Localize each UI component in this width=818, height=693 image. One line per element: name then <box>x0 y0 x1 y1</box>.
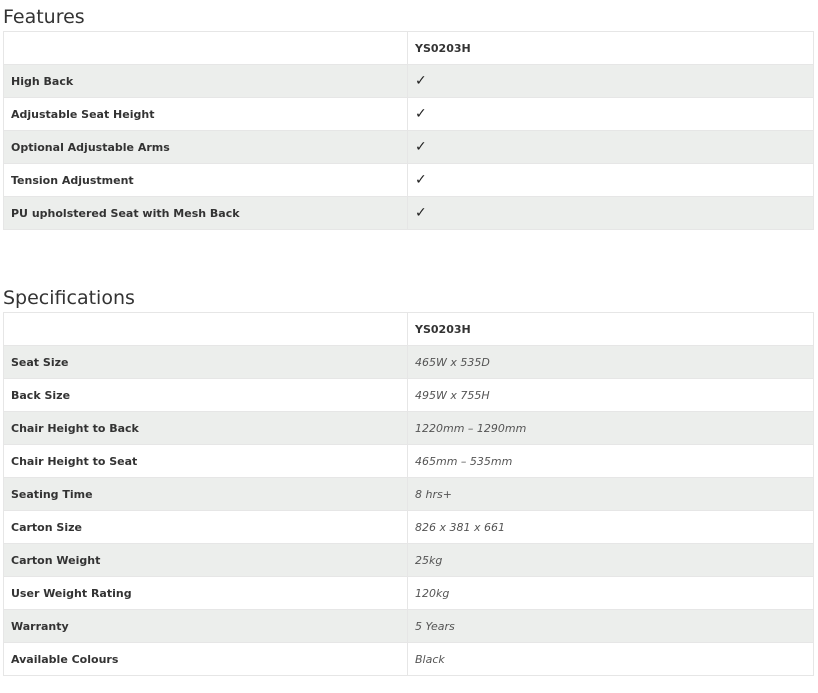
spec-value: 8 hrs+ <box>408 478 814 511</box>
table-row <box>4 478 814 511</box>
spec-label: Seating Time <box>4 478 408 511</box>
spec-value: 5 Years <box>408 610 814 643</box>
table-row <box>4 164 814 197</box>
spec-value: 495W x 755H <box>408 379 814 412</box>
spec-value: 465W x 535D <box>408 346 814 379</box>
feature-label: PU upholstered Seat with Mesh Back <box>4 197 408 230</box>
check-icon: ✓ <box>415 205 427 221</box>
spec-label: Back Size <box>4 379 408 412</box>
table-row <box>4 445 814 478</box>
spec-value: Black <box>408 643 814 676</box>
check-icon: ✓ <box>415 139 427 155</box>
feature-value-cell <box>408 131 814 164</box>
spec-label: Chair Height to Back <box>4 412 408 445</box>
table-row <box>4 131 814 164</box>
specifications-table <box>3 312 814 676</box>
spec-value: 826 x 381 x 661 <box>408 511 814 544</box>
features-model-header: YS0203H <box>408 32 814 65</box>
check-icon: ✓ <box>415 172 427 188</box>
table-row <box>4 610 814 643</box>
table-row <box>4 577 814 610</box>
table-row <box>4 346 814 379</box>
spec-value: 1220mm – 1290mm <box>408 412 814 445</box>
feature-label: Tension Adjustment <box>4 164 408 197</box>
feature-value-cell <box>408 65 814 98</box>
feature-value-cell <box>408 197 814 230</box>
specifications-title: Specifications <box>3 287 135 309</box>
feature-label: High Back <box>4 65 408 98</box>
spec-label: User Weight Rating <box>4 577 408 610</box>
specifications-header-row <box>4 313 814 346</box>
spec-value: 120kg <box>408 577 814 610</box>
feature-value-cell <box>408 164 814 197</box>
spec-value: 25kg <box>408 544 814 577</box>
features-header-row <box>4 32 814 65</box>
features-header-empty-cell <box>4 32 408 65</box>
table-row <box>4 511 814 544</box>
check-icon: ✓ <box>415 106 427 122</box>
table-row <box>4 65 814 98</box>
feature-label: Optional Adjustable Arms <box>4 131 408 164</box>
feature-value-cell <box>408 98 814 131</box>
spec-label: Warranty <box>4 610 408 643</box>
check-icon: ✓ <box>415 73 427 89</box>
table-row <box>4 197 814 230</box>
spec-label: Carton Weight <box>4 544 408 577</box>
table-row <box>4 98 814 131</box>
spec-label: Seat Size <box>4 346 408 379</box>
features-title: Features <box>3 6 85 28</box>
specifications-model-header: YS0203H <box>408 313 814 346</box>
spec-label: Available Colours <box>4 643 408 676</box>
table-row <box>4 379 814 412</box>
table-row <box>4 412 814 445</box>
table-row <box>4 643 814 676</box>
spec-value: 465mm – 535mm <box>408 445 814 478</box>
features-table <box>3 31 814 230</box>
spec-label: Chair Height to Seat <box>4 445 408 478</box>
feature-label: Adjustable Seat Height <box>4 98 408 131</box>
table-row <box>4 544 814 577</box>
specifications-header-empty-cell <box>4 313 408 346</box>
spec-label: Carton Size <box>4 511 408 544</box>
